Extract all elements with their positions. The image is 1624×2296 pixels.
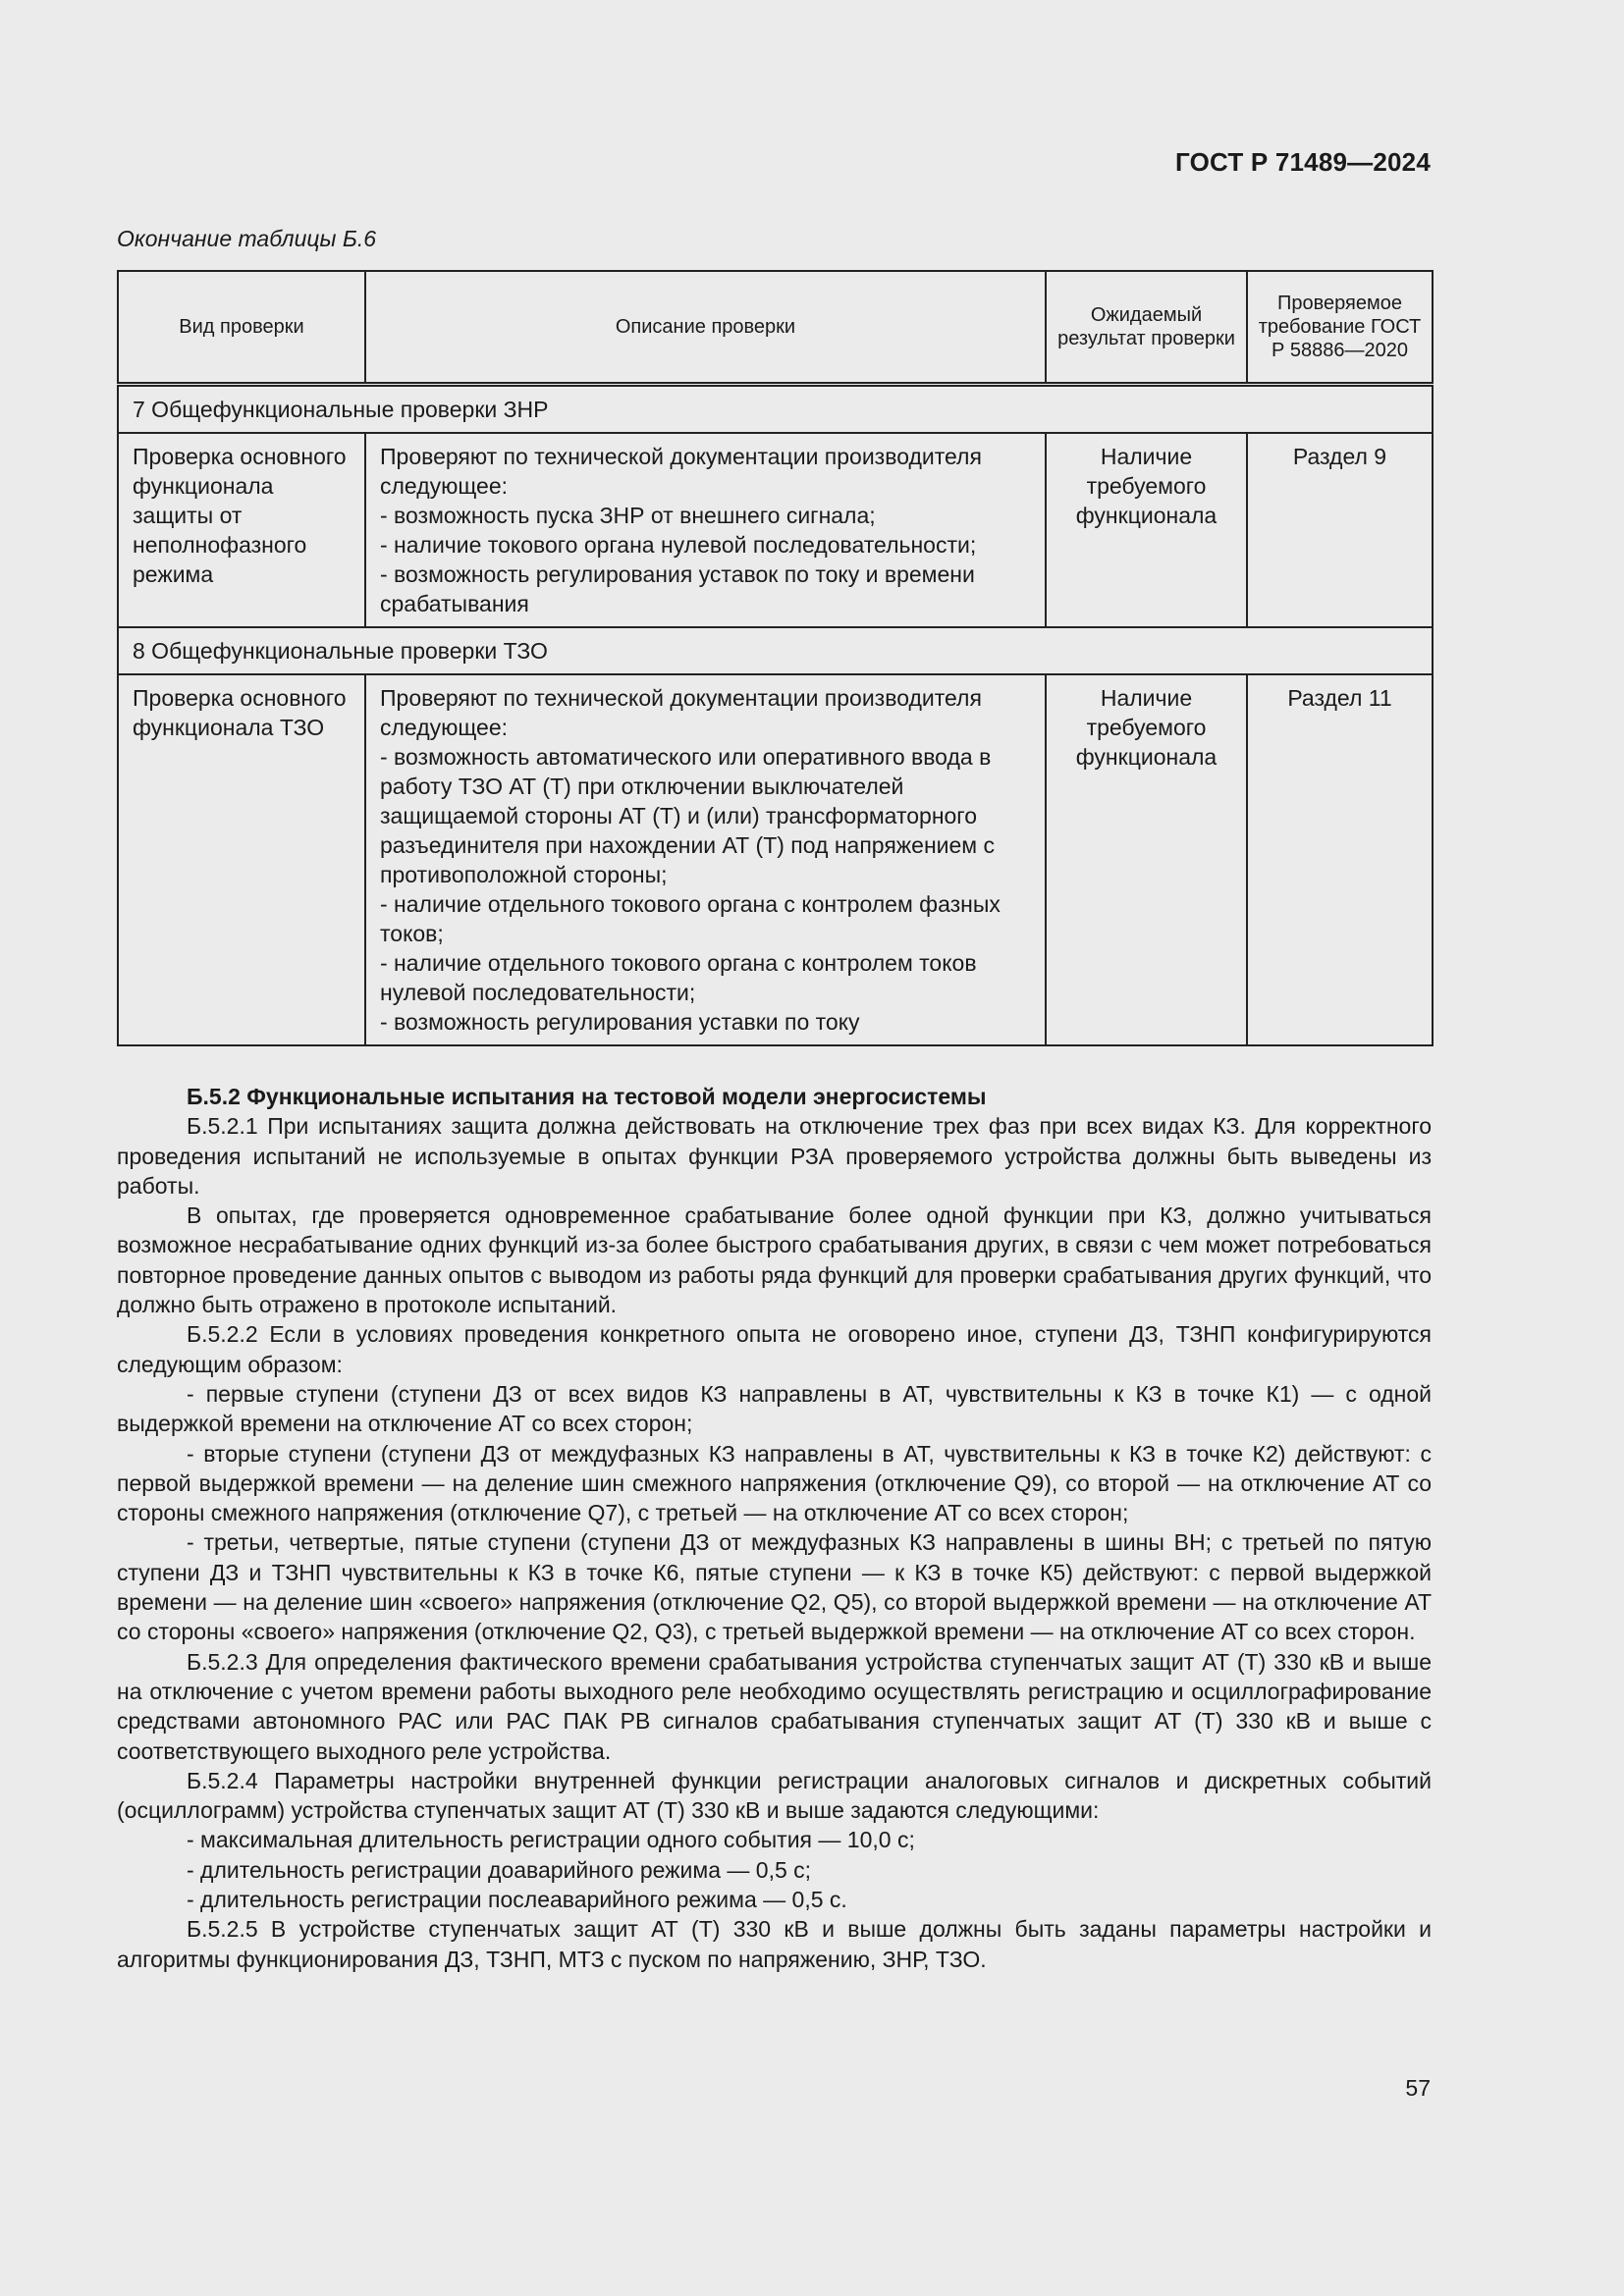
paragraph: Б.5.2.1 При испытаниях защита должна действовать на отключение трех фаз при всех видах КЗ. Для корректного проведения испытаний не используемые в опытах функции РЗА проверяемого устройства должны быть выведены из работы. <box>117 1113 1432 1199</box>
paragraph: - первые ступени (ступени ДЗ от всех видов КЗ направлены в АТ, чувствительны к КЗ в точке К1) — с одной выдержкой времени на отключение АТ со всех сторон; <box>117 1380 1432 1437</box>
section-heading-row <box>118 627 1433 674</box>
check-type: Проверка основного функционала ТЗО <box>118 674 365 1045</box>
paragraph: - вторые ступени (ступени ДЗ от междуфазных КЗ направлены в АТ, чувствительны к КЗ в точке К2) действуют: с первой выдержкой времени — на деление шин смежного напряжения (отключение Q9), со второй — на отключение АТ со стороны смежного напряжения (отключение Q7), с третьей — на отключение АТ со всех сторон; <box>117 1440 1432 1526</box>
paragraph: Б.5.2.2 Если в условиях проведения конкретного опыта не оговорено иное, ступени ДЗ, ТЗНП конфигурируются следующим образом: <box>117 1321 1432 1377</box>
description-item: - наличие отдельного токового органа с контролем фазных токов; <box>380 891 1001 946</box>
table-caption: Окончание таблицы Б.6 <box>117 226 377 251</box>
requirement-reference: Раздел 9 <box>1247 433 1433 627</box>
description-item: - возможность регулирования уставок по току и времени срабатывания <box>380 561 975 616</box>
description-intro: Проверяют по технической документации производителя следующее: <box>380 444 982 499</box>
expected-result: Наличие требуемого функционала <box>1046 433 1247 627</box>
table-row <box>118 674 1433 1045</box>
page-number: 57 <box>1405 2075 1431 2101</box>
description-intro: Проверяют по технической документации производителя следующее: <box>380 685 982 740</box>
check-description <box>365 433 1046 627</box>
list-item: - длительность регистрации послеаварийного режима — 0,5 с. <box>187 1887 847 1913</box>
description-item: - возможность пуска ЗНР от внешнего сигнала; <box>380 503 876 528</box>
description-item: - возможность автоматического или оперативного ввода в работу ТЗО АТ (Т) при отключении выключателей защищаемой стороны АТ (Т) и (или) трансформаторного разъединителя при нахождении АТ (Т) под напряжением с противоположной стороны; <box>380 744 995 887</box>
section-heading: 8 Общефункциональные проверки ТЗО <box>118 627 1433 674</box>
body-text <box>117 1082 1432 1974</box>
section-heading-row <box>118 385 1433 434</box>
requirement-reference: Раздел 11 <box>1247 674 1433 1045</box>
column-header-result: Ожидаемый результат проверки <box>1046 271 1247 385</box>
table-row <box>118 433 1433 627</box>
description-item: - наличие токового органа нулевой последовательности; <box>380 532 977 558</box>
section-title: Б.5.2 Функциональные испытания на тестовой модели энергосистемы <box>187 1084 987 1109</box>
checks-table <box>117 270 1434 1046</box>
check-type: Проверка основного функционала защиты от неполнофазного режима <box>118 433 365 627</box>
document-code: ГОСТ Р 71489—2024 <box>1175 147 1431 177</box>
paragraph: В опытах, где проверяется одновременное срабатывание более одной функции при КЗ, должно учитываться возможное несрабатывание одних функций из-за более быстрого срабатывания других, в связи с чем может потребоваться повторное проведение данных опытов с выводом из работы ряда функций для проверки срабатывания других функций, что должно быть отражено в протоколе испытаний. <box>117 1202 1432 1318</box>
description-item: - возможность регулирования уставки по току <box>380 1009 860 1035</box>
paragraph: - третьи, четвертые, пятые ступени (ступени ДЗ от междуфазных КЗ направлены в шины ВН; с третьей по пятую ступени ДЗ и ТЗНП чувствительны к КЗ в точке К6, пятые ступени — к КЗ в точке К5) действуют: с первой выдержкой времени — на деление шин «своего» напряжения (отключение Q2, Q5), со второй выдержкой времени — на отключение АТ со стороны «своего» напряжения (отключение Q2, Q3), с третьей выдержкой времени — на отключение АТ со всех сторон. <box>117 1529 1432 1645</box>
list-item: - длительность регистрации доаварийного режима — 0,5 с; <box>187 1856 812 1883</box>
check-description <box>365 674 1046 1045</box>
expected-result: Наличие требуемого функционала <box>1046 674 1247 1045</box>
column-header-type: Вид проверки <box>118 271 365 385</box>
column-header-requirement: Проверяемое требование ГОСТ Р 58886—2020 <box>1247 271 1433 385</box>
paragraph: Б.5.2.4 Параметры настройки внутренней функции регистрации аналоговых сигналов и дискретных событий (осциллограмм) устройства ступенчатых защит АТ (Т) 330 кВ и выше задаются следующими: <box>117 1767 1432 1824</box>
list-item: - максимальная длительность регистрации одного события — 10,0 с; <box>187 1827 915 1853</box>
table-header-row <box>118 271 1433 385</box>
paragraph: Б.5.2.5 В устройстве ступенчатых защит АТ (Т) 330 кВ и выше должны быть заданы параметры настройки и алгоритмы функционирования ДЗ, ТЗНП, МТЗ с пуском по напряжению, ЗНР, ТЗО. <box>117 1916 1432 1972</box>
section-heading: 7 Общефункциональные проверки ЗНР <box>118 385 1433 434</box>
paragraph: Б.5.2.3 Для определения фактического времени срабатывания устройства ступенчатых защит АТ (Т) 330 кВ и выше на отключение с учетом времени работы выходного реле необходимо осуществлять регистрацию и осциллографирование средствами автономного РАС или РАС ПАК РВ сигналов срабатывания ступенчатых защит АТ (Т) 330 кВ и выше с соответствующего выходного реле устройства. <box>117 1648 1432 1764</box>
column-header-description: Описание проверки <box>365 271 1046 385</box>
description-item: - наличие отдельного токового органа с контролем токов нулевой последовательности; <box>380 950 977 1005</box>
